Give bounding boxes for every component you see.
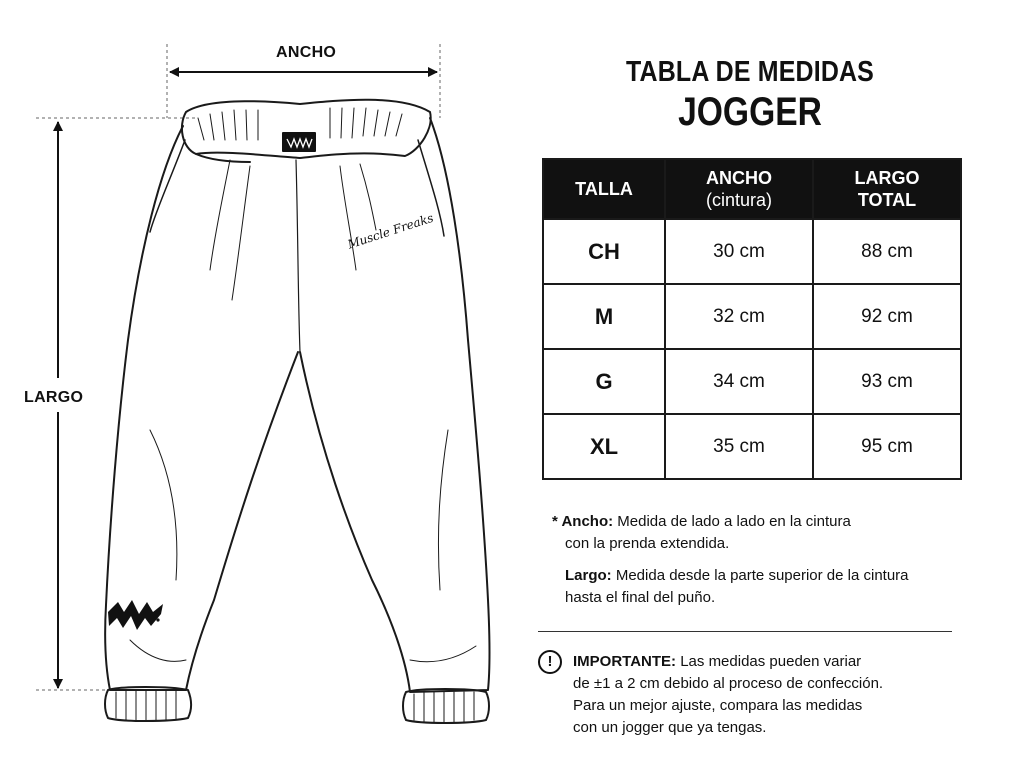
note-length-label: Largo: — [565, 567, 612, 584]
right-leg — [300, 118, 490, 692]
header-size — [543, 159, 665, 219]
length-cell: 95 cm — [813, 414, 961, 479]
size-cell: G — [543, 349, 665, 414]
note-length — [565, 565, 985, 609]
note-length-text: Medida desde la parte superior de la cintura — [611, 567, 909, 584]
note-width-label: Ancho: — [561, 513, 614, 530]
note-bullet: * — [552, 513, 562, 530]
important-label: IMPORTANTE: — [573, 653, 677, 670]
table-row — [543, 349, 961, 414]
width-cell: 35 cm — [665, 414, 813, 479]
width-dimension-label: ANCHO — [276, 44, 337, 61]
width-cell: 34 cm — [665, 349, 813, 414]
important-text-4: con un jogger que ya tengas. — [573, 719, 767, 736]
width-cell: 30 cm — [665, 219, 813, 284]
page-title: TABLA DE MEDIDAS — [625, 56, 874, 88]
length-cell: 88 cm — [813, 219, 961, 284]
important-text-1: Las medidas pueden variar — [676, 653, 862, 670]
left-pocket — [150, 140, 185, 232]
header-length-sublabel: TOTAL — [857, 190, 917, 210]
header-length — [813, 159, 961, 219]
divider — [538, 631, 952, 632]
length-dimension-label: LARGO — [24, 389, 84, 406]
header-width-sublabel: (cintura) — [705, 190, 772, 210]
header-width — [665, 159, 813, 219]
page-subtitle: JOGGER — [678, 90, 822, 134]
warning-icon: ! — [538, 650, 562, 674]
table-row — [543, 414, 961, 479]
note-length-text-2: hasta el final del puño. — [565, 589, 716, 606]
important-text-2: de ±1 a 2 cm debido al proceso de confección. — [573, 675, 884, 692]
important-text-3: Para un mejor ajuste, compara las medidas — [573, 697, 863, 714]
size-cell: XL — [543, 414, 665, 479]
table-row — [543, 284, 961, 349]
note-width-text-2: con la prenda extendida. — [565, 535, 730, 552]
left-cuff — [105, 687, 191, 721]
size-cell: M — [543, 284, 665, 349]
length-cell: 92 cm — [813, 284, 961, 349]
important-note — [573, 651, 973, 739]
length-cell: 93 cm — [813, 349, 961, 414]
header-width-label: ANCHO — [706, 168, 772, 188]
brand-script: Muscle Freaks — [345, 210, 436, 252]
brand-logo — [108, 600, 163, 630]
header-length-label: LARGO — [854, 168, 920, 188]
right-cuff — [403, 689, 489, 723]
note-width-text: Medida de lado a lado en la cintura — [613, 513, 851, 530]
table-row — [543, 219, 961, 284]
width-cell: 32 cm — [665, 284, 813, 349]
size-cell: CH — [543, 219, 665, 284]
size-table — [542, 158, 962, 480]
header-size-label: TALLA — [575, 179, 633, 199]
note-width — [552, 511, 972, 555]
table-header-row — [543, 159, 961, 219]
